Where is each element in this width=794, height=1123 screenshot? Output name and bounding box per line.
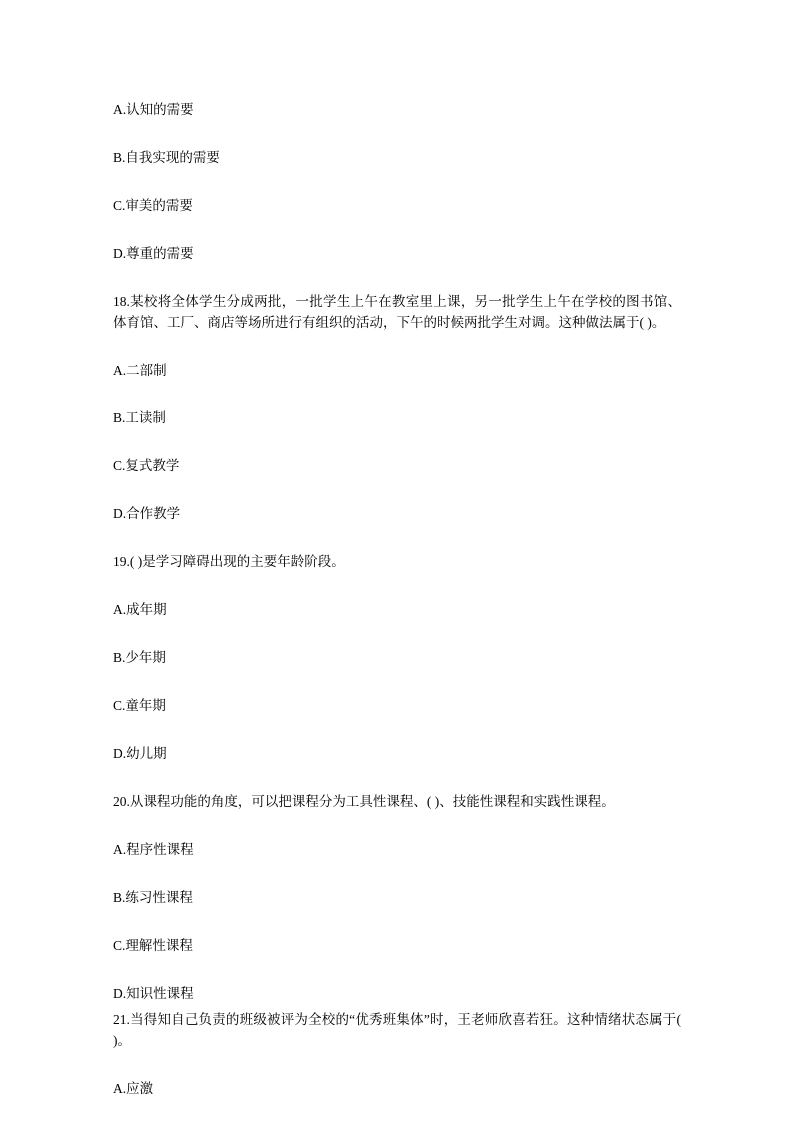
option-19-b: B.少年期 bbox=[113, 650, 166, 666]
option-20-a: A.程序性课程 bbox=[113, 841, 194, 857]
question-18: 18.某校将全体学生分成两批，一批学生上午在教室里上课，另一批学生上午在学校的图书馆、体育馆、工厂、商店等场所进行有组织的活动，下午的时候两批学生对调。这种做法属于( )。 bbox=[113, 293, 681, 330]
question-21: 21.当得知自己负责的班级被评为全校的“优秀班集体”时，王老师欣喜若狂。这种情绪状态属于( )。 bbox=[113, 1012, 681, 1049]
option-20-d: D.知识性课程 bbox=[113, 985, 194, 1001]
question-19: 19.( )是学习障碍出现的主要年龄阶段。 bbox=[113, 554, 345, 570]
option-19-a: A.成年期 bbox=[113, 602, 167, 618]
option-18-d: D.合作教学 bbox=[113, 506, 181, 522]
option-21-a: A.应激 bbox=[113, 1081, 154, 1097]
option-20-b: B.练习性课程 bbox=[113, 889, 193, 905]
option-17-a: A.认知的需要 bbox=[113, 102, 194, 117]
option-18-c: C.复式教学 bbox=[113, 458, 180, 474]
option-18-b: B.工读制 bbox=[113, 410, 166, 426]
option-17-c: C.审美的需要 bbox=[113, 197, 193, 213]
option-19-d: D.幼儿期 bbox=[113, 745, 167, 761]
option-19-c: C.童年期 bbox=[113, 697, 166, 713]
option-18-a: A.二部制 bbox=[113, 362, 167, 378]
option-17-b: B.自我实现的需要 bbox=[113, 149, 220, 165]
option-20-c: C.理解性课程 bbox=[113, 937, 193, 953]
document-body bbox=[113, 100, 681, 1100]
option-17-d: D.尊重的需要 bbox=[113, 245, 194, 261]
question-20: 20.从课程功能的角度，可以把课程分为工具性课程、( )、技能性课程和实践性课程。 bbox=[113, 793, 615, 809]
